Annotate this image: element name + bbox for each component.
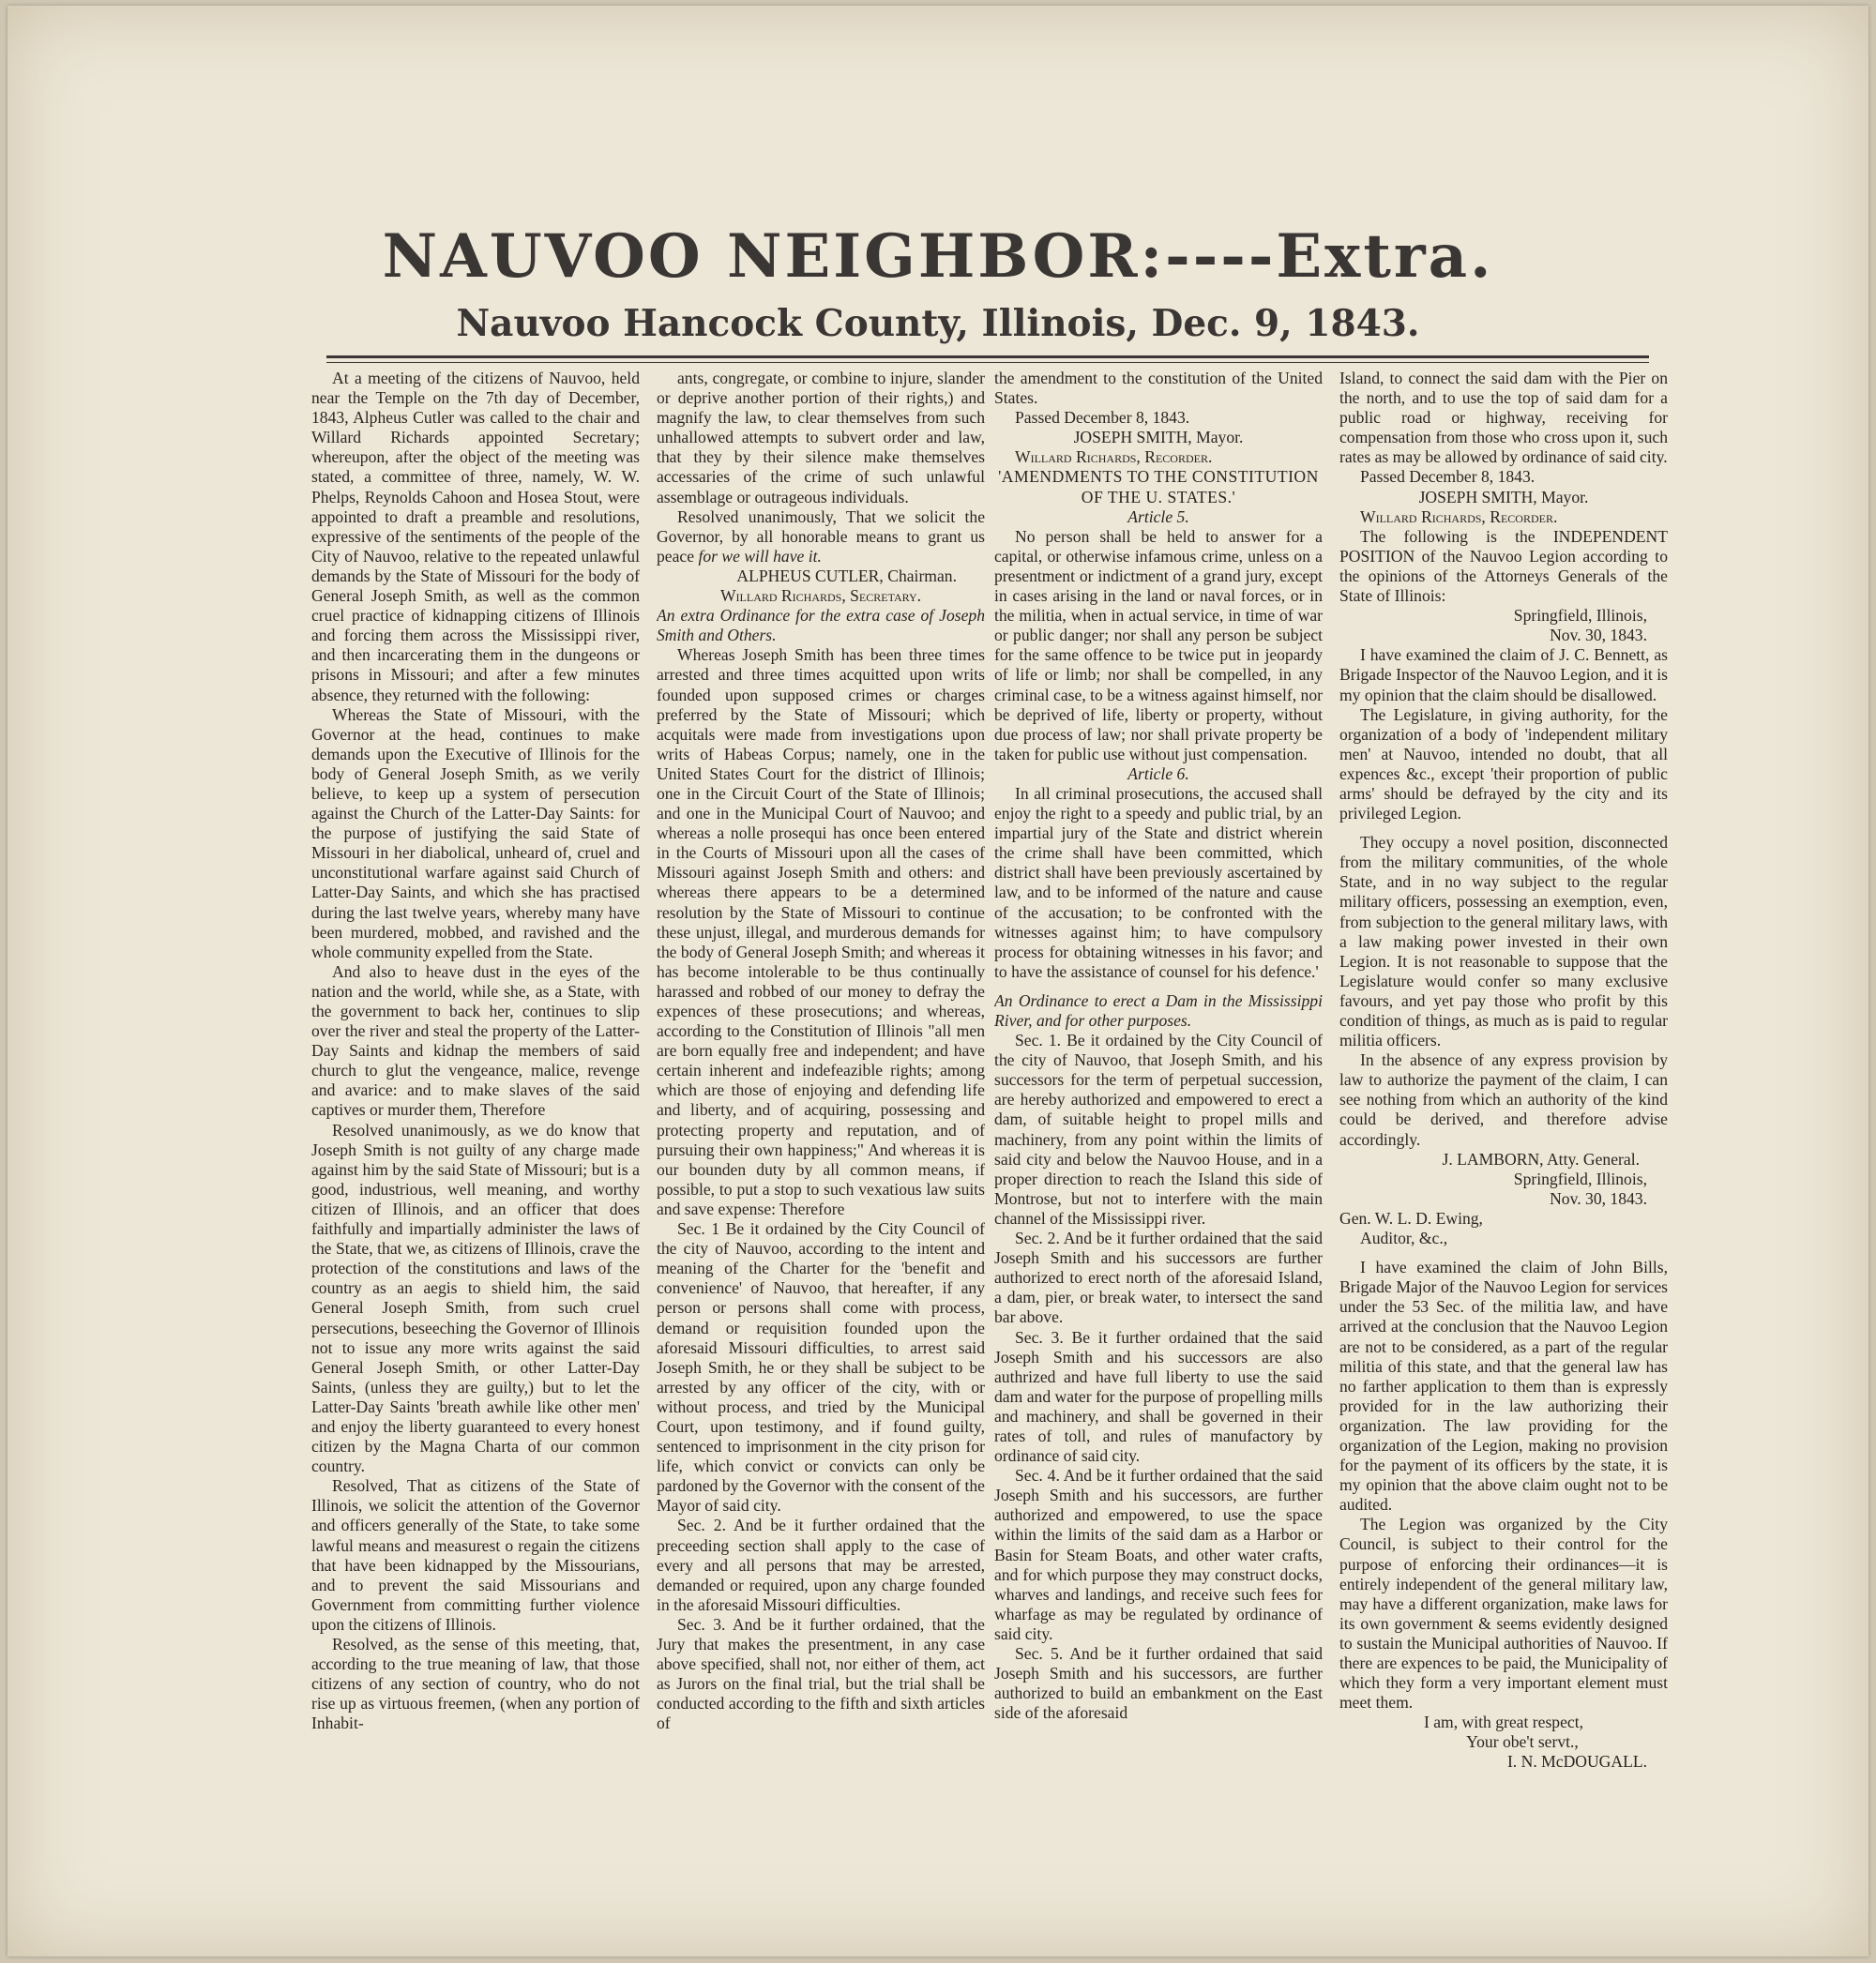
- resolution-3: Resolved, as the sense of this meeting, that, according to the true meaning of law, that those citizens of any section of country, who do not rise up as virtuous freemen, (when any portion of Inhabit-: [311, 1635, 640, 1733]
- peace-resolution-emphasis: for we will have it.: [694, 546, 822, 566]
- newspaper-title: NAUVOO NEIGHBOR:----Extra.: [382, 221, 1494, 292]
- article-6-heading: Article 6.: [1127, 763, 1189, 783]
- ordinance-preamble: Whereas Joseph Smith has been three times arrested and three times acquitted upon writs founded upon supposed crimes or charges preferred by the State of Missouri; which acquitals were made from investigations upon writs of Habeas Corpus; namely, one in the United States Court for the district of Illinois; one in the Circuit Court of the State of Illinois; and one in the Municipal Court of Nauvoo; and whereas a nolle prosequi has once been entered in the Courts of Missouri upon all the cases of Missouri against Joseph Smith and others: and whereas there appears to be a determined resolution by the State of Missouri to continue these unjust, illegal, and murderous demands for the body of General Joseph Smith; and whereas it has become intolerable to be thus continually harassed and robbed of our money to defray the expences of these prosecutions; and whereas, according to the Constitution of Illinois "all men are born equally free and independent; and have certain inherent and indefeazible rights; among which are those of enjoying and defending life and liberty, and of acquiring, possessing and protecting property and reputation, and of pursuing their own happiness;" And whereas it is our bounden duty by all common means, if possible, to put a stop to such vexatious law suits and save expense: Therefore: [657, 645, 985, 1218]
- column-2: [657, 369, 985, 1832]
- masthead: [8, 221, 1868, 345]
- passed-date: Passed December 8, 1843.: [1015, 408, 1190, 428]
- dateline: Nauvoo Hancock County, Illinois, Dec. 9, 1843.: [456, 302, 1420, 345]
- peace-resolution-text: Resolved unanimously, That we solicit the Governor, by all honorable means to grant us peace: [657, 506, 985, 566]
- dam-section-1: Sec. 1. Be it ordained by the City Council of the city of Nauvoo, that Joseph Smith, and his successors for the term of perpetual succession, are hereby authorized and empowered to erect a dam, of suitable height to propel mills and machinery, from any point within the limits of said city and below the Nauvoo House, and in a proper direction to reach the Island this side of Montrose, but not to interfere with the main channel of the Mississippi river.: [994, 1031, 1323, 1228]
- legion-intro: The following is the INDEPENDENT POSITION of the Nauvoo Legion according to the opinions of the Attorneys Generals of the State of Illinois:: [1339, 526, 1668, 606]
- dam-section-5: Sec. 5. And be it further ordained that said Joseph Smith and his successors, are further authorized to build an embankment on the East side of the aforesaid: [994, 1644, 1323, 1723]
- letter-2-addressee: Gen. W. L. D. Ewing,: [1339, 1208, 1483, 1228]
- letter-1-para-3: They occupy a novel position, disconnected from the military communities, of the whole State, and in no way subject to the regular military officers, possessing an exemption, even, from subjection to the general military laws, with a law making power invested in their own Legion. It is not reasonable to suppose that the Legislature would confer so many exclusive favours, and yet pay those who profit by this condition of things, as much as is paid to regular militia officers.: [1339, 833, 1668, 1050]
- ordinance-section-1: Sec. 1 Be it ordained by the City Council of the city of Nauvoo, according to the intent and meaning of the Charter for the 'benefit and convenience' of Nauvoo, that hereafter, if any person or persons shall come with process, demand or requisition founded upon the aforesaid Missouri difficulties, to arrest said Joseph Smith, he or they shall be subject to be arrested by any officer of the city, with or without process, and tried by the Municipal Court, upon testimony, and if found guilty, sentenced to imprisonment in the city prison for life, which convict or convicts can only be pardoned by the Governor with the consent of the Mayor of said city.: [657, 1219, 985, 1516]
- dust-paragraph: And also to heave dust in the eyes of the nation and the world, while she, as a State, with the government to back her, continues to slip over the river and steal the property of the Latter-Day Saints and kidnap the members of said church to glut the vengeance, malice, revenge and avarice: and to make slaves of the said captives or murder them, Therefore: [311, 961, 640, 1120]
- amendments-heading: 'AMENDMENTS TO THE CONSTITUTION OF THE U. STATES.': [998, 467, 1319, 506]
- letter-2-closing: I am, with great respect,: [1423, 1713, 1583, 1732]
- extra-ordinance-title: An extra Ordinance for the extra case of Joseph Smith and Others.: [657, 606, 985, 645]
- dam-section-3: Sec. 3. Be it further ordained that the said Joseph Smith and his successors are also authrized and have full liberty to use the said dam and water for the purpose of propelling mills and machinery, and shall be governed in their rates of toll, and rules of manufactory by ordinance of said city.: [994, 1327, 1323, 1466]
- meeting-minutes-paragraph: At a meeting of the citizens of Nauvoo, held near the Temple on the 7th day of December, 1843, Alpheus Cutler was called to the chair and Willard Richards appointed Secretary; whereupon, after the object of the meeting was stated, a committee of three, namely, W. W. Phelps, Reynolds Cahoon and Hosea Stout, were appointed to draft a preamble and resolutions, expressive of the sentiments of the people of the City of Nauvoo, relative to the repeated unlawful demands by the State of Missouri for the body of General Joseph Smith, as well as the common cruel practice of kidnapping citizens of Illinois and forcing them across the Mississippi river, and then incarcerating them in the dungeons or prisons in Missouri; and after a few minutes absence, they returned with the following:: [311, 369, 640, 704]
- letter-2-place: Springfield, Illinois,: [1513, 1169, 1647, 1188]
- continued-paragraph: ants, congregate, or combine to injure, slander or deprive another portion of their rights,) and magnify the law, to clear themselves from such unhallowed attempts to subvert order and law, that they by their silence make themselves accessaries of the crime of such unlawful assemblage or outrageous individuals.: [657, 369, 985, 506]
- letter-2-date: Nov. 30, 1843.: [1550, 1188, 1647, 1208]
- letter-1-place: Springfield, Illinois,: [1513, 606, 1647, 626]
- column-4: [1339, 369, 1668, 1832]
- article-6-text: In all criminal prosecutions, the accused shall enjoy the right to a speedy and public trial, by an impartial jury of the State and district wherein the crime shall have been committed, which district shall have been previously ascertained by law, and to be informed of the nature and cause of the accusation; to be confronted with the witnesses against him; to have compulsory process for obtaining witnesses in his favor; and to have the assistance of counsel for his defence.': [994, 783, 1323, 981]
- dam-section-4: Sec. 4. And be it further ordained that the said Joseph Smith and his successors, are further authorized and empowered, to use the space within the limits of the said dam as a Harbor or Basin for Steam Boats, and other water crafts, and for which purpose they may construct docks, wharves and landings, and receive such fees for wharfage as may be regulated by ordinance of said city.: [994, 1466, 1323, 1643]
- recorder-signature: Willard Richards, Recorder.: [1015, 447, 1213, 467]
- recorder-signature: Willard Richards, Recorder.: [1360, 506, 1558, 526]
- masthead-rule-thin: [326, 362, 1649, 363]
- ordinance-section-3: Sec. 3. And be it further ordained, that the Jury that makes the presentment, in any case above specified, shall not, nor either of them, act as Jurors on the final trial, but the trial shall be conducted according to the fifth and sixth articles of: [657, 1614, 985, 1733]
- letter-2-closing-servant: Your obe't servt.,: [1466, 1732, 1579, 1752]
- letter-2-para-1: I have examined the claim of John Bills, Brigade Major of the Nauvoo Legion for services under the 53 Sec. of the militia law, and have arrived at the conclusion that the Nauvoo Legion are not to be considered, as a part of the regular militia of this state, and that the general law has no farther application to them than is expressly provided for in the law authorizing their organization. The law providing for the organization of the Legion, making no provision for the payment of its officers by the state, it is my opinion that the above claim ought not to be audited.: [1339, 1258, 1668, 1515]
- column-1: [311, 369, 640, 1832]
- letter-1-para-4: In the absence of any express provision by law to authorize the payment of the claim, I can see nothing from which an authority of the kind could be derived, and therefore advise accordingly.: [1339, 1050, 1668, 1149]
- article-5-text: No person shall be held to answer for a capital, or otherwise infamous crime, unless on a presentment or indictment of a grand jury, except in cases arising in the land or naval forces, or in the militia, when in actual service, in time of war or public danger; nor shall any person be subject for the same offence to be twice put in jeopardy of life or limb; nor shall be compelled, in any criminal case, to be a witness against himself, nor be deprived of life, liberty or property, without due process of law; nor shall private property be taken for public use without just compensation.: [994, 526, 1323, 763]
- dam-ordinance-title: An Ordinance to erect a Dam in the Mississippi River, and for other purposes.: [994, 990, 1323, 1030]
- chairman-signature: ALPHEUS CUTLER, Chairman.: [736, 566, 957, 585]
- letter-1-para-1: I have examined the claim of J. C. Bennett, as Brigade Inspector of the Nauvoo Legion, and it is my opinion that the claim should be disallowed.: [1339, 645, 1668, 704]
- letter-1-date: Nov. 30, 1843.: [1550, 626, 1647, 645]
- resolution-1: Resolved unanimously, as we do know that Joseph Smith is not guilty of any charge made against him by the said State of Missouri; but is a good, industrious, well meaning, and worthy citizen of Illinois, and an officer that does faithfully and impartially administer the laws of the State, that we, as citizens of Illinois, crave the protection of the constitutions and laws of the country as an aegis to shield him, the said General Joseph Smith, from such cruel persecutions, beseeching the Governor of Illinois not to issue any more writs against the said General Joseph Smith, or other Latter-Day Saints, (unless they are guilty,) but to let the Latter-Day Saints 'breath awhile like other men' and enjoy the liberty guaranteed to every honest citizen by the Magna Charta of our common country.: [311, 1120, 640, 1476]
- continued-paragraph: Island, to connect the said dam with the Pier on the north, and to use the top of said dam for a public road or highway, receiving for compensation from those who cross upon it, such rates as may be allowed by ordinance of said city.: [1339, 369, 1668, 467]
- continued-paragraph: the amendment to the constitution of the United States.: [994, 369, 1323, 408]
- secretary-signature: Willard Richards, Secretary.: [719, 586, 922, 606]
- mcdougall-signature: I. N. McDOUGALL.: [1506, 1752, 1647, 1772]
- masthead-rule-thick: [326, 355, 1649, 358]
- letter-1-para-2: The Legislature, in giving authority, for the organization of a body of 'independent military men' at Nauvoo, intended no doubt, that all expences &c., except 'their proportion of public arms' should be defrayed by the city and its privileged Legion.: [1339, 704, 1668, 823]
- article-5-heading: Article 5.: [1127, 506, 1189, 526]
- newspaper-page: [8, 6, 1868, 1956]
- mayor-signature: JOSEPH SMITH, Mayor.: [1418, 487, 1589, 506]
- letter-2-addressee-title: Auditor, &c.,: [1360, 1229, 1448, 1248]
- ordinance-section-2: Sec. 2. And be it further ordained that the preceeding section shall apply to the case of every and all persons that may be arrested, demanded or required, upon any charge founded in the aforesaid Missouri difficulties.: [657, 1516, 985, 1614]
- letter-2-para-2: The Legion was organized by the City Council, is subject to their control for the purpose of enforcing their ordinances—it is entirely independent of the general military law, may have a different organization, make laws for its own government & seems evidently designed to sustain the Municipal authorities of Nauvoo. If there are expences to be paid, the Municipality of which they form a very important element must meet them.: [1339, 1515, 1668, 1713]
- column-3: [994, 369, 1323, 1832]
- peace-resolution: [657, 507, 985, 566]
- passed-date: Passed December 8, 1843.: [1360, 467, 1536, 487]
- whereas-paragraph: Whereas the State of Missouri, with the Governor at the head, continues to make demands upon the Executive of Illinois for the body of General Joseph Smith, as we verily believe, to keep up a system of persecution against the Church of the Latter-Day Saints: for the purpose of justifying the said State of Missouri in her diabolical, unheard of, cruel and unconstitutional warfare against said Church of Latter-Day Saints, and which she has practised during the last twelve years, whereby many have been murdered, mobbed, and ravished and the whole community expelled from the State.: [311, 704, 640, 961]
- dam-section-2: Sec. 2. And be it further ordained that the said Joseph Smith and his successors are further authorized to erect north of the aforesaid Island, a dam, pier, or break water, to intersect the sand bar above.: [994, 1229, 1323, 1327]
- mayor-signature: JOSEPH SMITH, Mayor.: [1073, 428, 1244, 447]
- resolution-2: Resolved, That as citizens of the State of Illinois, we solicit the attention of the Governor and officers generally of the State, to take some lawful means and measurest o regain the citizens that have been kidnapped by the Missourians, and to prevent the said Missourians and Government from committing further violence upon the citizens of Illinois.: [311, 1476, 640, 1634]
- lamborn-signature: J. LAMBORN, Atty. General.: [1442, 1149, 1640, 1169]
